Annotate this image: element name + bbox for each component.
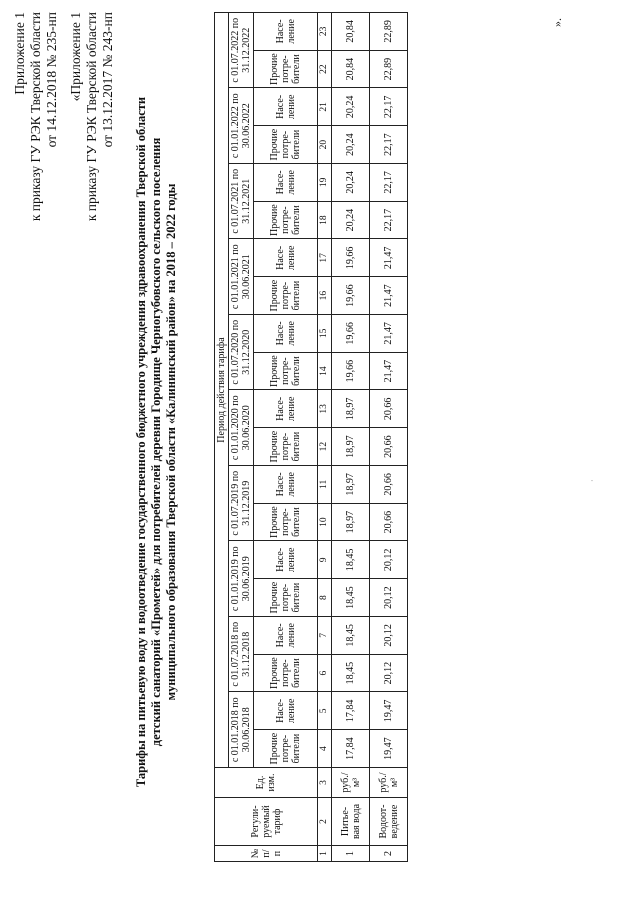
tariff-value: 21,47 (370, 315, 408, 353)
column-number: 9 (318, 541, 332, 579)
tariff-value: 22,17 (370, 201, 408, 239)
row-unit: руб./ м³ (370, 768, 408, 798)
tariff-value: 22,89 (370, 50, 408, 88)
column-number: 22 (318, 50, 332, 88)
tariff-value: 21,47 (370, 277, 408, 315)
header-number: № п/ п (215, 846, 318, 862)
rotated-page (8, 2, 608, 882)
tariff-value: 22,17 (370, 164, 408, 202)
tariff-value: 19,66 (332, 352, 370, 390)
period-header: с 01.01.2021 по 30.06.2021 (229, 239, 254, 315)
tariff-value: 18,45 (332, 654, 370, 692)
column-number: 21 (318, 88, 332, 126)
subheader-other-consumers: Прочие потре- бители (254, 579, 318, 617)
period-header: с 01.07.2021 по 31.12.2021 (229, 164, 254, 240)
column-number: 20 (318, 126, 332, 164)
title-line: Тарифы на питьевую воду и водоотведение государственного бюджетного учреждения здравоохранения Тверской области (134, 96, 148, 788)
column-number: 16 (318, 277, 332, 315)
column-number: 18 (318, 201, 332, 239)
column-number: 14 (318, 352, 332, 390)
column-number: 15 (318, 315, 332, 353)
subheader-population: Насе- ление (254, 541, 318, 579)
column-number: 4 (318, 730, 332, 768)
subheader-other-consumers: Прочие потре- бители (254, 730, 318, 768)
subheader-other-consumers: Прочие потре- бители (254, 50, 318, 88)
column-number: 5 (318, 692, 332, 730)
tariff-value: 18,97 (332, 466, 370, 504)
tariff-value: 20,12 (370, 579, 408, 617)
row-unit: руб./ м³ (332, 768, 370, 798)
column-number: 8 (318, 579, 332, 617)
column-number: 2 (318, 798, 332, 846)
period-header: с 01.01.2020 по 30.06.2020 (229, 390, 254, 466)
tariff-value: 18,97 (332, 428, 370, 466)
title-line: детский санаторий «Прометей» для потребителей деревни Городище Черногубовского сельского поселения (149, 137, 163, 747)
appendix-note-current (12, 12, 60, 221)
tariff-value: 20,66 (370, 503, 408, 541)
column-number: 11 (318, 466, 332, 504)
tariff-value: 22,89 (370, 13, 408, 51)
column-number: 3 (318, 768, 332, 798)
tariff-value: 20,66 (370, 466, 408, 504)
period-header: с 01.01.2018 по 30.06.2018 (229, 692, 254, 768)
column-number: 7 (318, 617, 332, 655)
tariff-value: 20,12 (370, 541, 408, 579)
tariff-value: 20,12 (370, 617, 408, 655)
subheader-population: Насе- ление (254, 692, 318, 730)
period-header: с 01.07.2019 по 31.12.2019 (229, 466, 254, 542)
tariff-value: 20,66 (370, 428, 408, 466)
tariff-value: 22,17 (370, 88, 408, 126)
tariff-table (214, 12, 408, 862)
tariff-value: 18,45 (332, 617, 370, 655)
row-number: 2 (370, 846, 408, 862)
tariff-value: 20,24 (332, 88, 370, 126)
subheader-other-consumers: Прочие потре- бители (254, 352, 318, 390)
column-number: 13 (318, 390, 332, 428)
tariff-value: 20,24 (332, 201, 370, 239)
tariff-value: 17,84 (332, 692, 370, 730)
subheader-population: Насе- ление (254, 617, 318, 655)
subheader-other-consumers: Прочие потре- бители (254, 428, 318, 466)
table-row (370, 13, 408, 862)
appendix-line: «Приложение 1 (68, 12, 83, 102)
tariff-value: 19,66 (332, 239, 370, 277)
tariff-value: 19,66 (332, 315, 370, 353)
subheader-population: Насе- ление (254, 88, 318, 126)
column-number: 6 (318, 654, 332, 692)
period-header: с 01.07.2022 по 31.12.2022 (229, 13, 254, 89)
stray-mark: · (588, 479, 597, 482)
header-unit: Ед. изм. (215, 768, 318, 798)
subheader-population: Насе- ление (254, 390, 318, 428)
tariff-value: 18,97 (332, 390, 370, 428)
period-header: с 01.07.2018 по 31.12.2018 (229, 617, 254, 693)
subheader-other-consumers: Прочие потре- бители (254, 654, 318, 692)
subheader-other-consumers: Прочие потре- бители (254, 126, 318, 164)
column-number: 23 (318, 13, 332, 51)
subheader-population: Насе- ление (254, 315, 318, 353)
subheader-other-consumers: Прочие потре- бители (254, 277, 318, 315)
column-number: 10 (318, 503, 332, 541)
subheader-other-consumers: Прочие потре- бители (254, 201, 318, 239)
tariff-value: 20,84 (332, 50, 370, 88)
subheader-population: Насе- ление (254, 239, 318, 277)
header-tariff: Регули- руемый тариф (215, 798, 318, 846)
row-number: 1 (332, 846, 370, 862)
column-number: 12 (318, 428, 332, 466)
closing-quote: ». (550, 18, 564, 27)
appendix-line: от 14.12.2018 № 235-нп (44, 12, 59, 148)
subheader-population: Насе- ление (254, 13, 318, 51)
tariff-value: 18,45 (332, 541, 370, 579)
row-tariff: Водоот- ведение (370, 798, 408, 846)
title-line: муниципального образования Тверской области «Калининский район» на 2018 – 2022 годы (164, 183, 178, 701)
tariff-value: 21,47 (370, 239, 408, 277)
tariff-value: 18,97 (332, 503, 370, 541)
tariff-value: 20,84 (332, 13, 370, 51)
row-tariff: Питье- вая вода (332, 798, 370, 846)
document-title (134, 42, 179, 842)
appendix-line: от 13.12.2017 № 243-нп (100, 12, 115, 148)
tariff-value: 19,47 (370, 730, 408, 768)
subheader-population: Насе- ление (254, 164, 318, 202)
tariff-value: 17,84 (332, 730, 370, 768)
tariff-value: 20,66 (370, 390, 408, 428)
column-number: 17 (318, 239, 332, 277)
tariff-value: 20,24 (332, 126, 370, 164)
appendix-note-original (68, 12, 116, 221)
tariff-value: 21,47 (370, 352, 408, 390)
period-header: с 01.01.2022 по 30.06.2022 (229, 88, 254, 164)
tariff-value: 18,45 (332, 579, 370, 617)
column-number: 1 (318, 846, 332, 862)
tariff-value: 20,24 (332, 164, 370, 202)
period-header: с 01.07.2020 по 31.12.2020 (229, 315, 254, 391)
appendix-line: к приказу ГУ РЭК Тверской области (84, 12, 99, 222)
tariff-value: 19,66 (332, 277, 370, 315)
subheader-population: Насе- ление (254, 466, 318, 504)
period-header: с 01.01.2019 по 30.06.2019 (229, 541, 254, 617)
tariff-value: 20,12 (370, 654, 408, 692)
subheader-other-consumers: Прочие потре- бители (254, 503, 318, 541)
appendix-line: Приложение 1 (12, 12, 27, 95)
table-row (332, 13, 370, 862)
tariff-value: 19,47 (370, 692, 408, 730)
header-period: Период действия тарифа (215, 13, 229, 768)
appendix-line: к приказу ГУ РЭК Тверской области (28, 12, 43, 222)
column-number: 19 (318, 164, 332, 202)
tariff-value: 22,17 (370, 126, 408, 164)
